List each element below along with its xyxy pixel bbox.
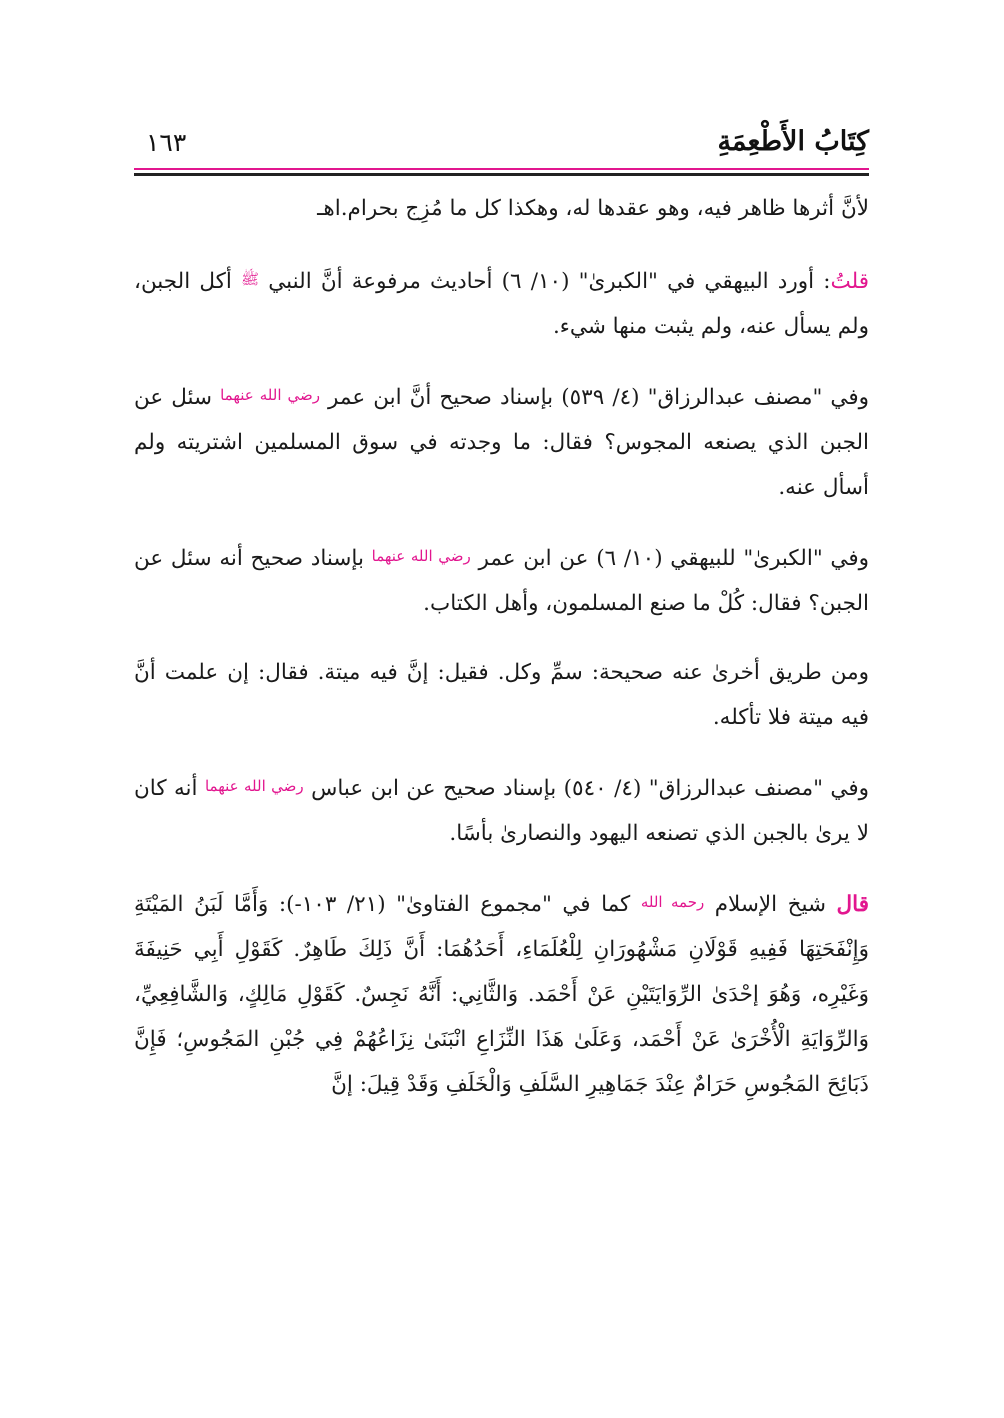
paragraph-2 [134,257,869,349]
paragraph-text: أكل الجبن، ولم يسأل عنه، ولم يثبت منها شيء. [134,269,869,339]
radiallah-honorific-icon: رضي الله عنهما [371,547,471,565]
paragraph-text: لأنَّ أثرها ظاهر فيه، وهو عقدها له، وهكذا كل ما مُزِج بحرام.اهـ [317,196,869,221]
paragraph-3 [134,373,869,510]
paragraph-7 [134,880,869,1107]
paragraph-text: كما في "مجموع الفتاوىٰ" (٢١/ ١٠٣-): وَأَمَّا لَبَنُ المَيْتَةِ وَإِنْفَحَتِهَا فَفِيهِ قَوْلَانِ مَشْهُورَانِ لِلْعُلَمَاءِ، أَحَدُهُمَا: أَنَّ ذَلِكَ طَاهِرٌ. كَقَوْلِ أَبِي حَنِيفَةَ وَغَيْرِه، وَهُوَ إحْدَىٰ الرِّوَايَتَيْنِ عَنْ أَحْمَد. وَالثَّانِي: أَنَّهُ نَجِسٌ. كَقَوْلِ مَالِكٍ، وَالشَّافِعِيِّ، وَالرِّوَايَةِ الْأُخْرَىٰ عَنْ أَحْمَد، وَعَلَىٰ هَذَا النِّزَاعِ انْبَنَىٰ نِزَاعُهُمْ فِي جُبْنِ المَجُوسِ؛ فَإِنَّ ذَبَائِحَ المَجُوسِ حَرَامٌ عِنْدَ جَمَاهِيرِ السَّلَفِ وَالْخَلَفِ وَقَدْ قِيلَ: إنَّ [134,892,869,1097]
paragraph-text: بإسناد صحيح أنه سئل عن الجبن؟ فقال: كُلْ ما صنع المسلمون، وأهل الكتاب. [134,546,869,616]
paragraph-6 [134,764,869,856]
paragraph-text: وفي "مصنف عبدالرزاق" (٤/ ٥٣٩) بإسناد صحيح أنَّ ابن عمر [319,385,870,410]
paragraph-1 [134,186,869,231]
header-rule-pink [134,168,869,170]
radiallah-honorific-icon: رضي الله عنهما [220,386,320,404]
header-rule-black [134,173,869,176]
paragraph-text: ومن طريق أخرىٰ عنه صحيحة: سمِّ وكل. فقيل: إنَّ فيه ميتة. فقال: إن علمت أنَّ فيه ميتة فلا تأكله. [134,660,869,730]
book-title: كِتَابُ الأَطْعِمَةِ [717,126,869,157]
paragraph-4 [134,534,869,626]
body-text [134,186,869,1131]
page-number: ١٦٣ [146,128,187,157]
lead-word-qultu: قلتُ [830,269,869,294]
lead-word-qala: قال [836,892,869,917]
paragraph-text: سئل عن الجبن الذي يصنعه المجوس؟ فقال: ما وجدته في سوق المسلمين اشتريته ولم أسأل عنه. [134,385,869,500]
rahimahullah-honorific-icon: رحمه الله [640,893,705,911]
paragraph-5 [134,650,869,740]
paragraph-text: : أورد البيهقي في "الكبرىٰ" (١٠/ ٦) أحاديث مرفوعة أنَّ النبي [259,269,831,294]
salawat-honorific-icon: ﷺ [240,270,260,288]
paragraph-text: أنه كان لا يرىٰ بالجبن الذي تصنعه اليهود والنصارىٰ بأسًا. [134,776,869,846]
radiallah-honorific-icon: رضي الله عنهما [204,777,304,795]
running-header [134,122,869,168]
paragraph-text: وفي "مصنف عبدالرزاق" (٤/ ٥٤٠) بإسناد صحيح عن ابن عباس [303,776,870,801]
paragraph-text: وفي "الكبرىٰ" للبيهقي (١٠/ ٦) عن ابن عمر [470,546,869,571]
paragraph-text: شيخ الإسلام [704,892,837,917]
